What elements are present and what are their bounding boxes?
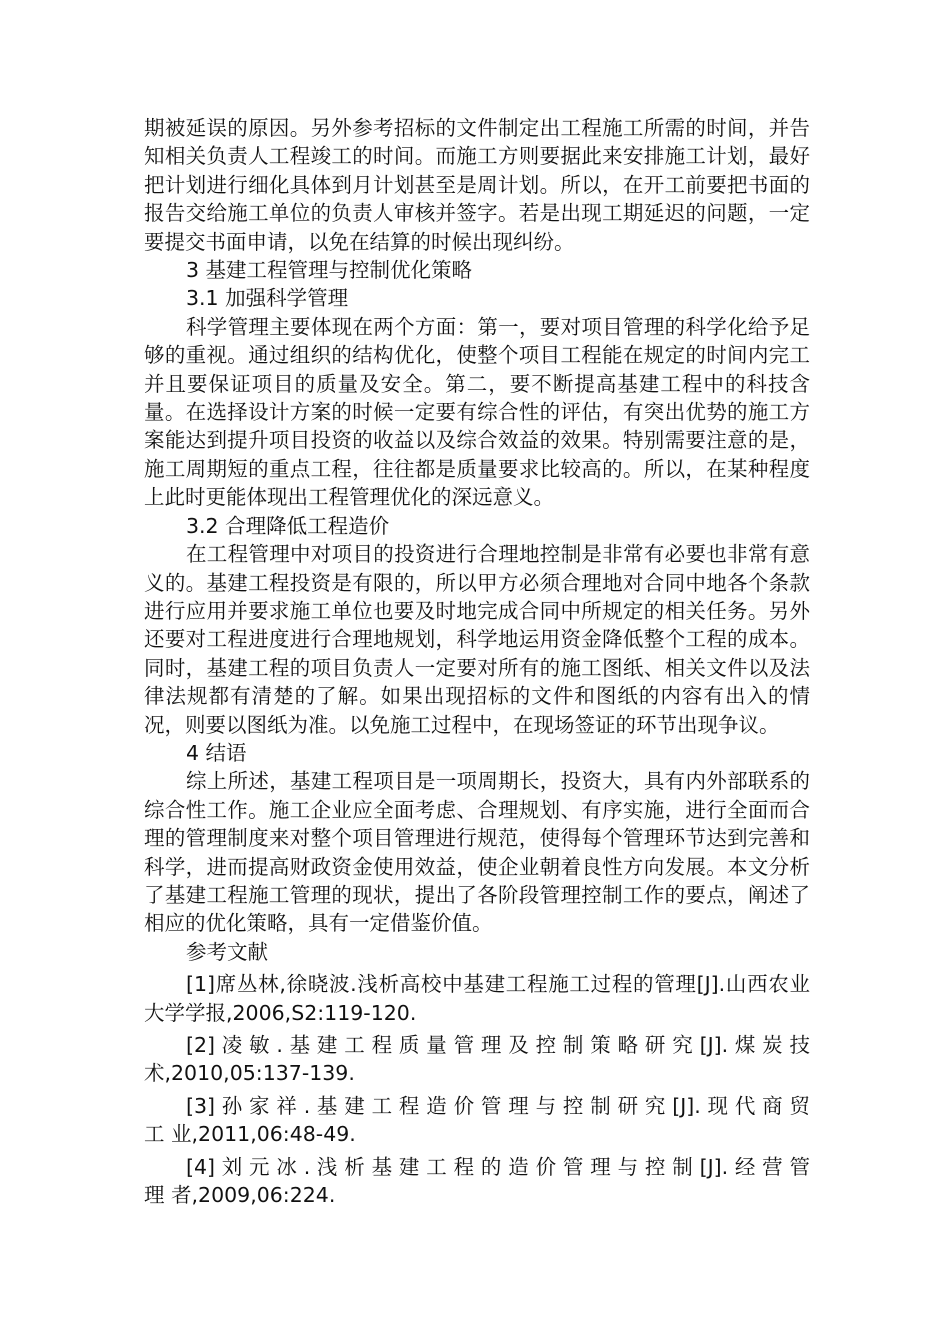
references-heading: 参考文献 <box>186 939 268 964</box>
subsection-heading-3-1: 3.1 加强科学管理 <box>186 286 349 311</box>
document-page <box>144 114 810 1209</box>
paragraph-cost-reduction: 在工程管理中对项目的投资进行合理地控制是非常有必要也非常有意义的。基建工程投资是有限的，所以甲方必须合理地对合同中地各个条款进行应用并要求施工单位也要及时地完成合同中所规定的相关任务。另外还要对工程进度进行合理地规划，科学地运用资金降低整个工程的成本。同时，基建工程的项目负责人一定要对所有的施工图纸、相关文件以及法律法规都有清楚的了解。如果出现招标的文件和图纸的内容有出入的情况，则要以图纸为准。以免施工过程中，在现场签证的环节出现争议。 <box>144 542 810 737</box>
reference-item-1: [1]席丛林,徐晓波.浅析高校中基建工程施工过程的管理[J].山西农业大学学报,2006,S2:119-120. <box>144 972 810 1025</box>
paragraph-conclusion: 综上所述，基建工程项目是一项周期长，投资大，具有内外部联系的综合性工作。施工企业应全面考虑、合理规划、有序实施，进行全面而合理的管理制度来对整个项目管理进行规范，使得每个管理环节达到完善和科学，进而提高财政资金使用效益，使企业朝着良性方向发展。本文分析了基建工程施工管理的现状，提出了各阶段管理控制工作的要点，阐述了相应的优化策略，具有一定借鉴价值。 <box>144 769 810 936</box>
paragraph-scientific-management: 科学管理主要体现在两个方面：第一，要对项目管理的科学化给予足够的重视。通过组织的结构优化，使整个项目工程能在规定的时间内完工并且要保证项目的质量及安全。第二，要不断提高基建工程中的科技含量。在选择设计方案的时候一定要有综合性的评估，有突出优势的施工方案能达到提升项目投资的收益以及综合效益的效果。特别需要注意的是，施工周期短的重点工程，往往都是质量要求比较高的。所以，在某种程度上此时更能体现出工程管理优化的深远意义。 <box>144 314 810 510</box>
paragraph-intro-continuation: 期被延误的原因。另外参考招标的文件制定出工程施工所需的时间，并告知相关负责人工程竣工的时间。而施工方则要据此来安排施工计划，最好把计划进行细化具体到月计划甚至是周计划。所以，在开工前要把书面的报告交给施工单位的负责人审核并签字。若是出现工期延迟的问题，一定要提交书面申请，以免在结算的时候出现纠纷。 <box>144 116 810 254</box>
reference-item-4: [4] 刘 元 冰 . 浅 析 基 建 工 程 的 造 价 管 理 与 控 制 [J]. 经 营 管 理 者,2009,06:224. <box>144 1154 810 1208</box>
section-heading-3: 3 基建工程管理与控制优化策略 <box>186 258 473 283</box>
subsection-heading-3-2: 3.2 合理降低工程造价 <box>186 513 390 538</box>
section-heading-4: 4 结语 <box>186 740 247 765</box>
reference-item-3: [3] 孙 家 祥 . 基 建 工 程 造 价 管 理 与 控 制 研 究 [J]. 现 代 商 贸 工 业,2011,06:48-49. <box>144 1093 810 1147</box>
reference-item-2: [2] 凌 敏 . 基 建 工 程 质 量 管 理 及 控 制 策 略 研 究 [J]. 煤 炭 技 术,2010,05:137-139. <box>144 1033 810 1086</box>
